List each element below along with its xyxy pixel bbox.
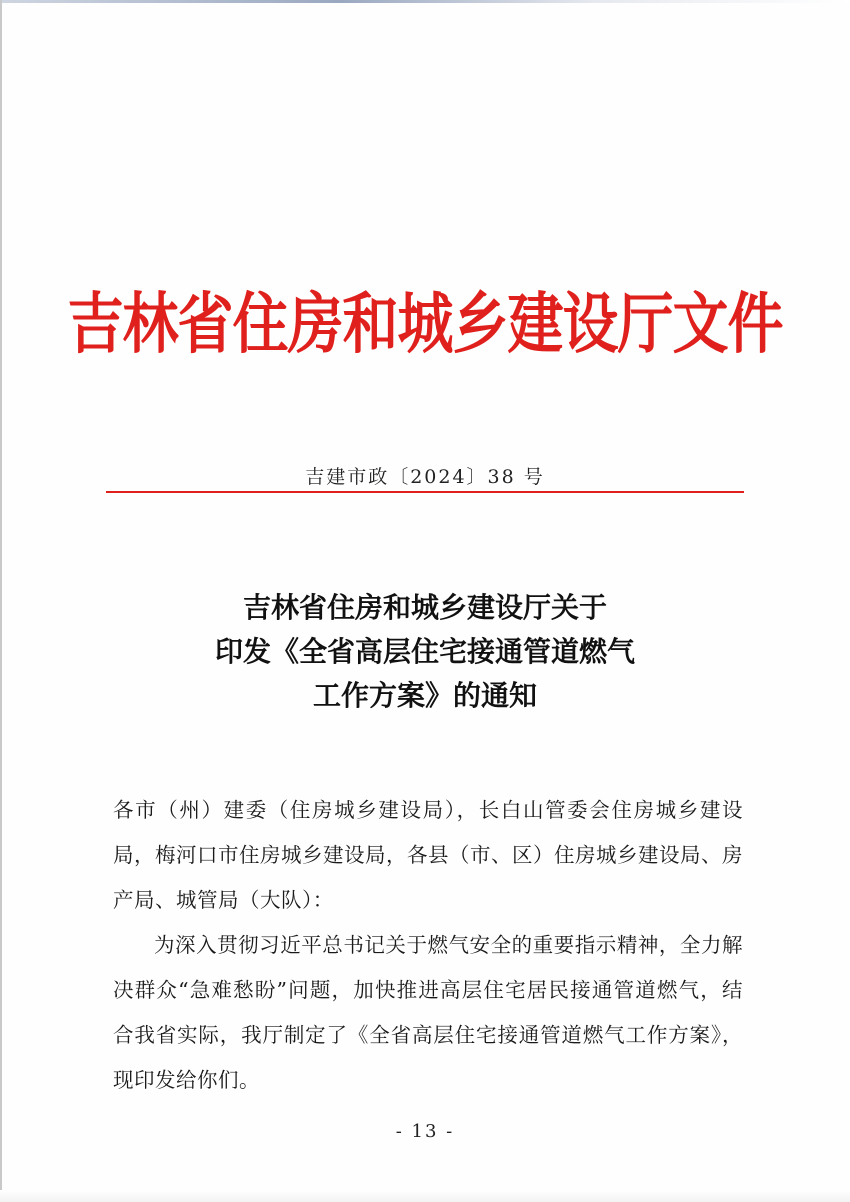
- document-number: 吉建市政〔2024〕38 号: [305, 466, 545, 488]
- body-paragraph: 为深入贯彻习近平总书记关于燃气安全的重要指示精神，全力解决群众“急难愁盼”问题，加快推进高层住宅居民接通管道燃气，结合我省实际，我厅制定了《全省高层住宅接通管道燃气工作方案》，现印发给你们。: [113, 933, 743, 1092]
- scan-top-edge: [0, 0, 850, 3]
- document-body: [113, 788, 743, 1103]
- recipients-paragraph: 各市（州）建委（住房城乡建设局），长白山管委会住房城乡建设局，梅河口市住房城乡建设局，各县（市、区）住房城乡建设局、房产局、城管局（大队）：: [113, 798, 743, 912]
- title-line-2: 印发《全省高层住宅接通管道燃气: [214, 635, 635, 668]
- document-title: [0, 586, 850, 718]
- title-line-3: 工作方案》的通知: [312, 679, 537, 712]
- red-separator-line: [106, 491, 744, 493]
- page-number: - 13 -: [395, 1121, 455, 1142]
- title-line-1: 吉林省住房和城乡建设厅关于: [242, 591, 607, 624]
- scan-bottom-edge: [0, 1190, 850, 1202]
- issuer-red-header: 吉林省住房和城乡建设厅文件: [67, 286, 783, 363]
